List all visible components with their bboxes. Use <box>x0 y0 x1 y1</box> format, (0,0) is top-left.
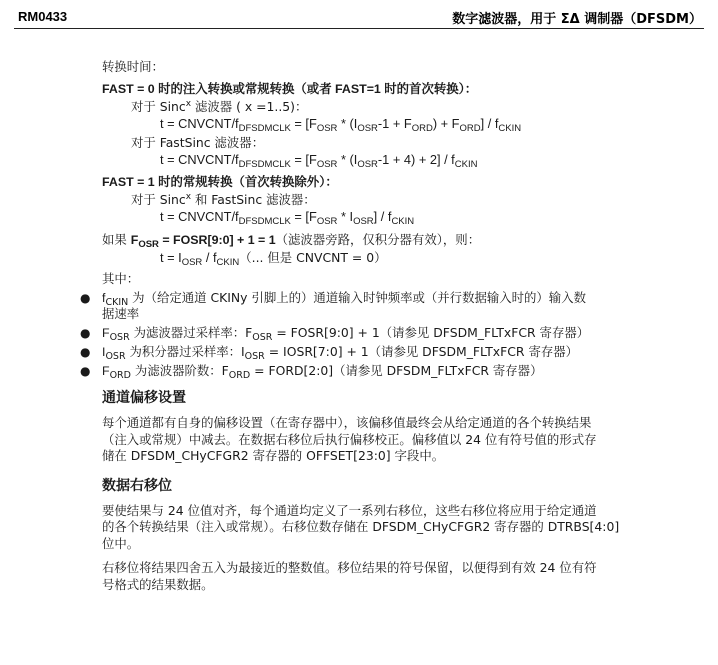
fast1-title: FAST = 1 时的常规转换（首次转换除外）： <box>102 175 338 189</box>
list-item: ● $F_{OSR}$ 为滤波器过采样率：$F_{OSR}$ = FOSR[9:0] + 1（请参见 DFSDM_FLTxFCR 寄存器） <box>80 325 590 343</box>
bullet-icon: ● <box>80 345 91 359</box>
section-title: 数字滤波器，用于 ΣΔ 调制器（DFSDM） <box>452 12 702 27</box>
offset-paragraph: 每个通道都有自身的偏移设置（在寄存器中），该偏移值最终会从给定通道的各个转换结果 （注入或常规）中减去。在数据右移位后执行偏移校正。偏移值以 24 位有符号值的形式存 储在 DFSDM_CHyCFGR2 寄存器的 OFFSET[23:0] 字段中。 <box>102 415 597 463</box>
definition-list <box>80 290 682 381</box>
list-item: ● $F_{ORD}$ 为滤波器阶数：$F_{ORD}$ = FORD[2:0]（请参见 DFSDM_FLTxFCR 寄存器） <box>80 363 543 381</box>
formula-fastsinc: t = CNVCNT/$f_{DFSDMCLK} = [F_{OSR} * (I_{OSR}-1 + 4) + 2] / f_{CKIN}$ <box>160 152 478 170</box>
shift-heading: 数据右移位 <box>102 477 172 494</box>
offset-heading: 通道偏移设置 <box>102 390 186 406</box>
list-item: ● $I_{OSR}$ 为积分器过采样率：$I_{OSR}$ = IOSR[7:0] + 1（请参见 DFSDM_FLTxFCR 寄存器） <box>80 344 579 362</box>
sincx-label: 对于 Sinc$^x$ 滤波器 ( x =1..5)： <box>131 99 308 114</box>
fastsinc-label: 对于 FastSinc 滤波器： <box>131 135 265 150</box>
fast0-title: FAST = 0 时的注入转换或常规转换（或者 FAST=1 时的首次转换）： <box>102 82 478 96</box>
formula-sincx: t = CNVCNT/$f_{DFSDMCLK} = [F_{OSR} * (I_{OSR}-1 + F_{ORD}) + F_{ORD}] / f_{CKIN}$ <box>160 116 522 134</box>
formula-bypass: $t = I_{OSR} / f_{CKIN}$（... 但是 CNVCNT = 0） <box>160 250 387 268</box>
where-label: 其中： <box>102 271 140 286</box>
page-body <box>80 50 682 593</box>
bullet-icon: ● <box>80 291 91 305</box>
document-id: RM0433 <box>18 9 68 24</box>
list-item: ● $f_{CKIN}$ 为（给定通道 CKINy 引脚上的）通道输入时钟频率或（并行数据输入时的）输入数 据速率 <box>80 290 586 321</box>
bypass-condition: 如果 $F_{OSR}$ = FOSR[9:0] + 1 = 1（滤波器旁路，仅积分器有效），则： <box>102 232 481 250</box>
conversion-intro: 转换时间： <box>102 59 164 74</box>
both-filters-label: 对于 Sinc$^x$ 和 FastSinc 滤波器： <box>131 192 316 207</box>
shift-paragraph-1: 要使结果与 24 位值对齐，每个通道均定义了一系列右移位，这些右移位将应用于给定通道 的各个转换结果（注入或常规）。右移位数存储在 DFSDM_CHyCFGR2 寄存器的 DTRBS[4:0] 位中。 <box>102 502 620 551</box>
bullet-icon: ● <box>80 364 91 378</box>
header-divider <box>14 28 704 29</box>
formula-fast1: t = CNVCNT/$f_{DFSDMCLK} = [F_{OSR} * I_{OSR}] / f_{CKIN}$ <box>160 209 415 227</box>
bullet-icon: ● <box>80 326 91 340</box>
shift-paragraph-2: 右移位将结果四舍五入为最接近的整数值。移位结果的符号保留，以便得到有效 24 位有符 号格式的结果数据。 <box>102 560 597 592</box>
